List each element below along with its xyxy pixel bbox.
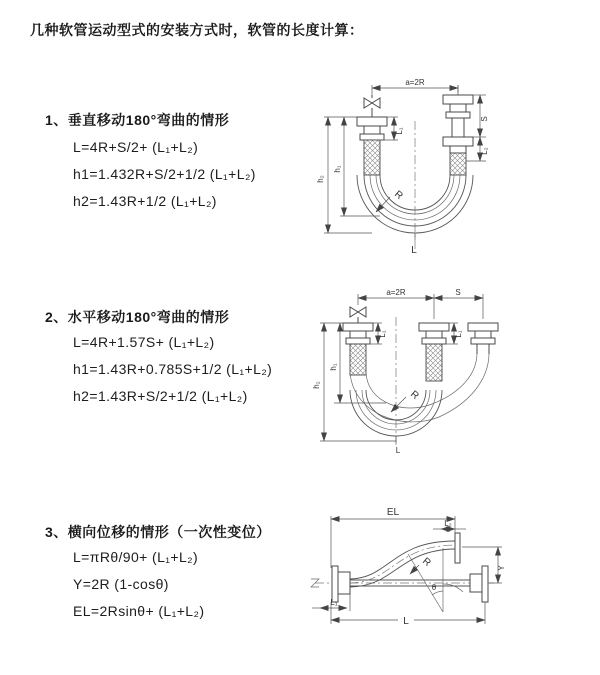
section2-formula-h2: h2=1.43R+S/2+1/2 (L₁+L₂) [73, 388, 248, 404]
dim-l1-label-2: L₁ [454, 330, 463, 338]
section1-heading: 1、垂直移动180°弯曲的情形 [45, 112, 230, 128]
dimension-L [331, 602, 485, 627]
dim-s-label: S [455, 288, 461, 297]
page-title: 几种软管运动型式的安装方式时，软管的长度计算： [30, 22, 364, 38]
dim-h2-label: h₂ [312, 381, 321, 389]
right-flange-lower [443, 137, 473, 153]
section3-heading: 3、横向位移的情形（一次性变位） [45, 524, 271, 540]
section3-formula-EL: EL=2Rsinθ+ (L₁+L₂) [73, 603, 205, 619]
middle-flange [419, 323, 449, 344]
left-braided-hose [350, 344, 366, 375]
radius-label: R [420, 555, 433, 569]
right-braided-hose [450, 153, 466, 175]
dimension-S [434, 288, 483, 319]
upper-right-flange [455, 533, 460, 563]
lower-right-flange [470, 566, 488, 602]
left-braided-hose [364, 140, 380, 175]
dim-h1-label: h₁ [333, 165, 342, 173]
section3-formula-L: L=πRθ/90+ (L₁+L₂) [73, 549, 199, 565]
dim-l1-label: L₁ [395, 127, 404, 135]
angle-label: θ [431, 583, 437, 592]
dim-l1-label: L₁ [330, 598, 338, 607]
dim-l2-label: L₂ [480, 147, 489, 155]
section1-formula-L: L=4R+S/2+ (L₁+L₂) [73, 139, 199, 155]
section3-formula-Y: Y=2R (1-cosθ) [73, 576, 169, 592]
dimension-S [473, 95, 489, 137]
right-flange-upper [443, 85, 473, 137]
left-flange [357, 117, 387, 140]
right-flange [468, 323, 498, 354]
length-label: L [403, 616, 409, 627]
length-label: L [395, 446, 401, 455]
dim-l2-label: L₂ [444, 519, 452, 528]
diagram-lateral-displacement [298, 498, 600, 646]
radius-callout [391, 389, 421, 412]
radius-label: R [408, 388, 421, 402]
dimension-L2 [433, 519, 466, 529]
valve-icon [364, 95, 380, 117]
section2-formula-h1: h1=1.43R+0.785S+1/2 (L₁+L₂) [73, 361, 273, 377]
dim-s-label: S [480, 116, 489, 122]
dimension-a-2R [358, 288, 434, 319]
diagram-vertical-180-bend [310, 73, 590, 258]
dim-a-label: a=2R [386, 288, 406, 297]
hose-displaced-position [350, 353, 489, 422]
dim-el-label: EL [386, 507, 400, 518]
radius-label: R [392, 188, 405, 202]
left-flange [343, 323, 373, 344]
dimension-a-2R [372, 78, 458, 95]
middle-braided-hose [426, 344, 442, 381]
dim-y-label: Y [497, 565, 506, 571]
section1-formula-h1: h1=1.432R+S/2+1/2 (L₁+L₂) [73, 166, 256, 182]
dimension-EL [331, 507, 455, 568]
dim-a-label: a=2R [405, 78, 425, 87]
dim-l1-label: L₁ [378, 330, 387, 338]
section1-formula-h2: h2=1.43R+1/2 (L₁+L₂) [73, 193, 217, 209]
section2-formula-L: L=4R+1.57S+ (L₁+L₂) [73, 334, 215, 350]
valve-icon [350, 307, 366, 323]
left-flange [332, 566, 350, 602]
dim-h2-label: h₂ [316, 175, 325, 183]
section2-heading: 2、水平移动180°弯曲的情形 [45, 309, 230, 325]
hose-u-bend [350, 390, 442, 436]
diagram-horizontal-180-bend [308, 283, 600, 458]
dim-h1-label: h₁ [329, 363, 338, 371]
length-label: L [411, 245, 417, 256]
